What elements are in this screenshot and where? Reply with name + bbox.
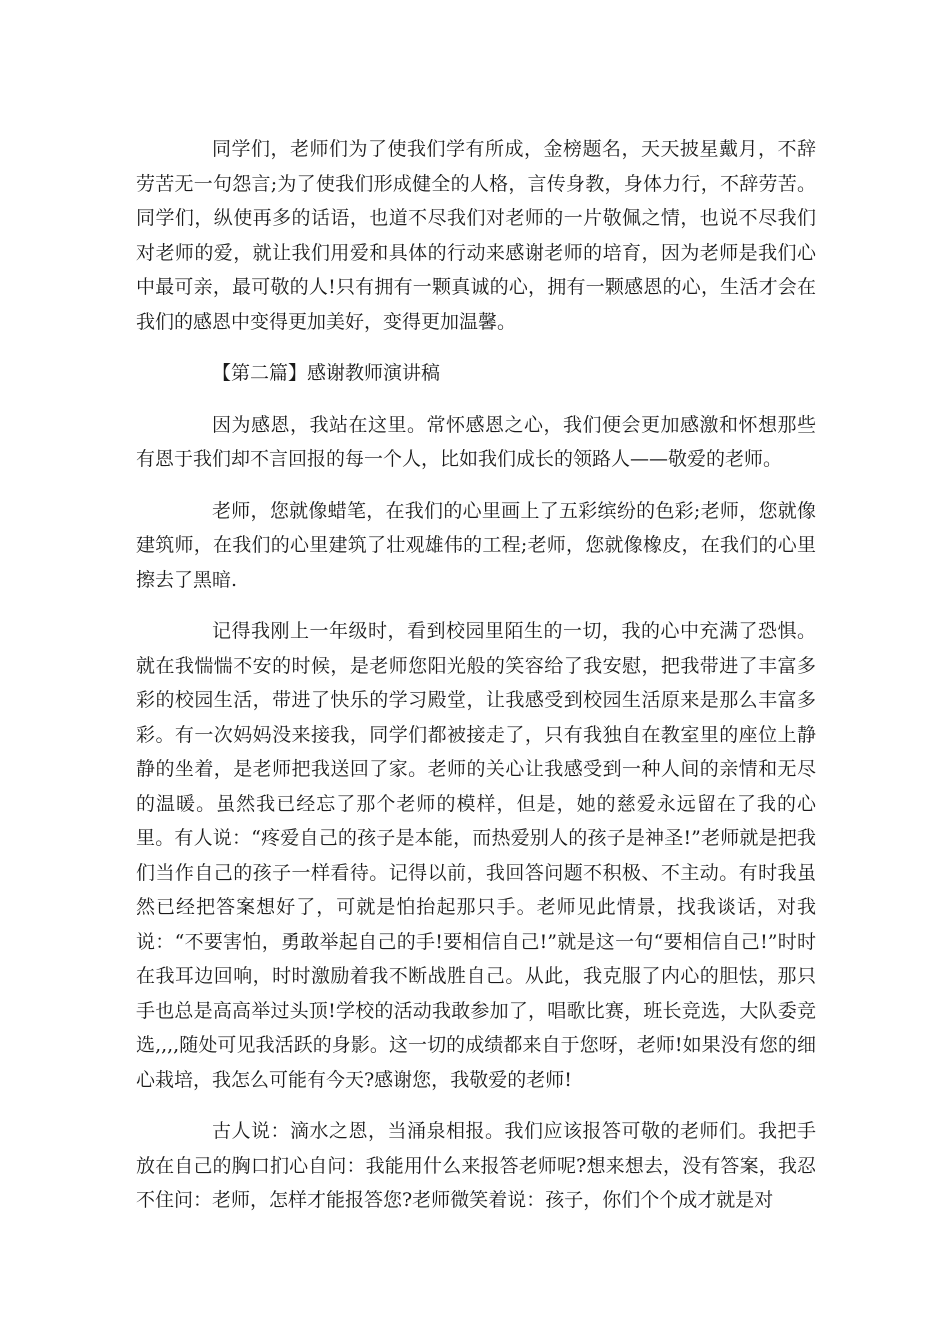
document-body	[136, 132, 816, 1218]
section-heading: 【第二篇】感谢教师演讲稿	[212, 362, 441, 384]
paragraph-2: 因为感恩，我站在这里。常怀感恩之心，我们便会更加感激和怀想那些有恩于我们却不言回报的每一个人，比如我们成长的领路人——敬爱的老师。	[136, 413, 816, 470]
paragraph-5: 古人说：滴水之恩，当涌泉相报。我们应该报答可敬的老师们。我把手放在自己的胸口扪心自问：我能用什么来报答老师呢?想来想去，没有答案，我忍不住问：老师，怎样才能报答您?老师微笑着说：孩子，你们个个成才就是对	[136, 1120, 816, 1211]
paragraph-3: 老师，您就像蜡笔，在我们的心里画上了五彩缤纷的色彩;老师，您就像建筑师，在我们的心里建筑了壮观雄伟的工程;老师，您就像橡皮，在我们的心里擦去了黑暗.	[136, 499, 816, 591]
paragraph-4: 记得我刚上一年级时，看到校园里陌生的一切，我的心中充满了恐惧。就在我惴惴不安的时候，是老师您阳光般的笑容给了我安慰，把我带进了丰富多彩的校园生活，带进了快乐的学习殿堂，让我感受到校园生活原来是那么丰富多彩。有一次妈妈没来接我，同学们都被接走了，只有我独自在教室里的座位上静静的坐着，是老师把我送回了家。老师的关心让我感受到一种人间的亲情和无尽的温暖。虽然我已经忘了那个老师的模样，但是，她的慈爱永远留在了我的心里。有人说：“疼爱自己的孩子是本能，而热爱别人的孩子是神圣!”老师就是把我们当作自己的孩子一样看待。记得以前，我回答问题不积极、不主动。有时我虽然已经把答案想好了，可就是怕抬起那只手。老师见此情景，找我谈话，对我说：“不要害怕，勇敢举起自己的手!要相信自己!”就是这一句“要相信自己!”时时在我耳边回响，时时激励着我不断战胜自己。从此，我克服了内心的胆怯，那只手也总是高高举过头顶!学校的活动我敢参加了，唱歌比赛，班长竞选，大队委竞选,,,,随处可见我活跃的身影。这一切的成绩都来自于您呀，老师!如果没有您的细心栽培，我怎么可能有今天?感谢您，我敬爱的老师!	[136, 620, 816, 1091]
paragraph-1: 同学们，老师们为了使我们学有所成，金榜题名，天天披星戴月，不辞劳苦无一句怨言;为了使我们形成健全的人格，言传身教，身体力行，不辞劳苦。同学们，纵使再多的话语，也道不尽我们对老师的一片敬佩之情，也说不尽我们对老师的爱，就让我们用爱和具体的行动来感谢老师的培育，因为老师是我们心中最可亲，最可敬的人!只有拥有一颗真诚的心，拥有一颗感恩的心，生活才会在我们的感恩中变得更加美好，变得更加温馨。	[136, 138, 816, 333]
